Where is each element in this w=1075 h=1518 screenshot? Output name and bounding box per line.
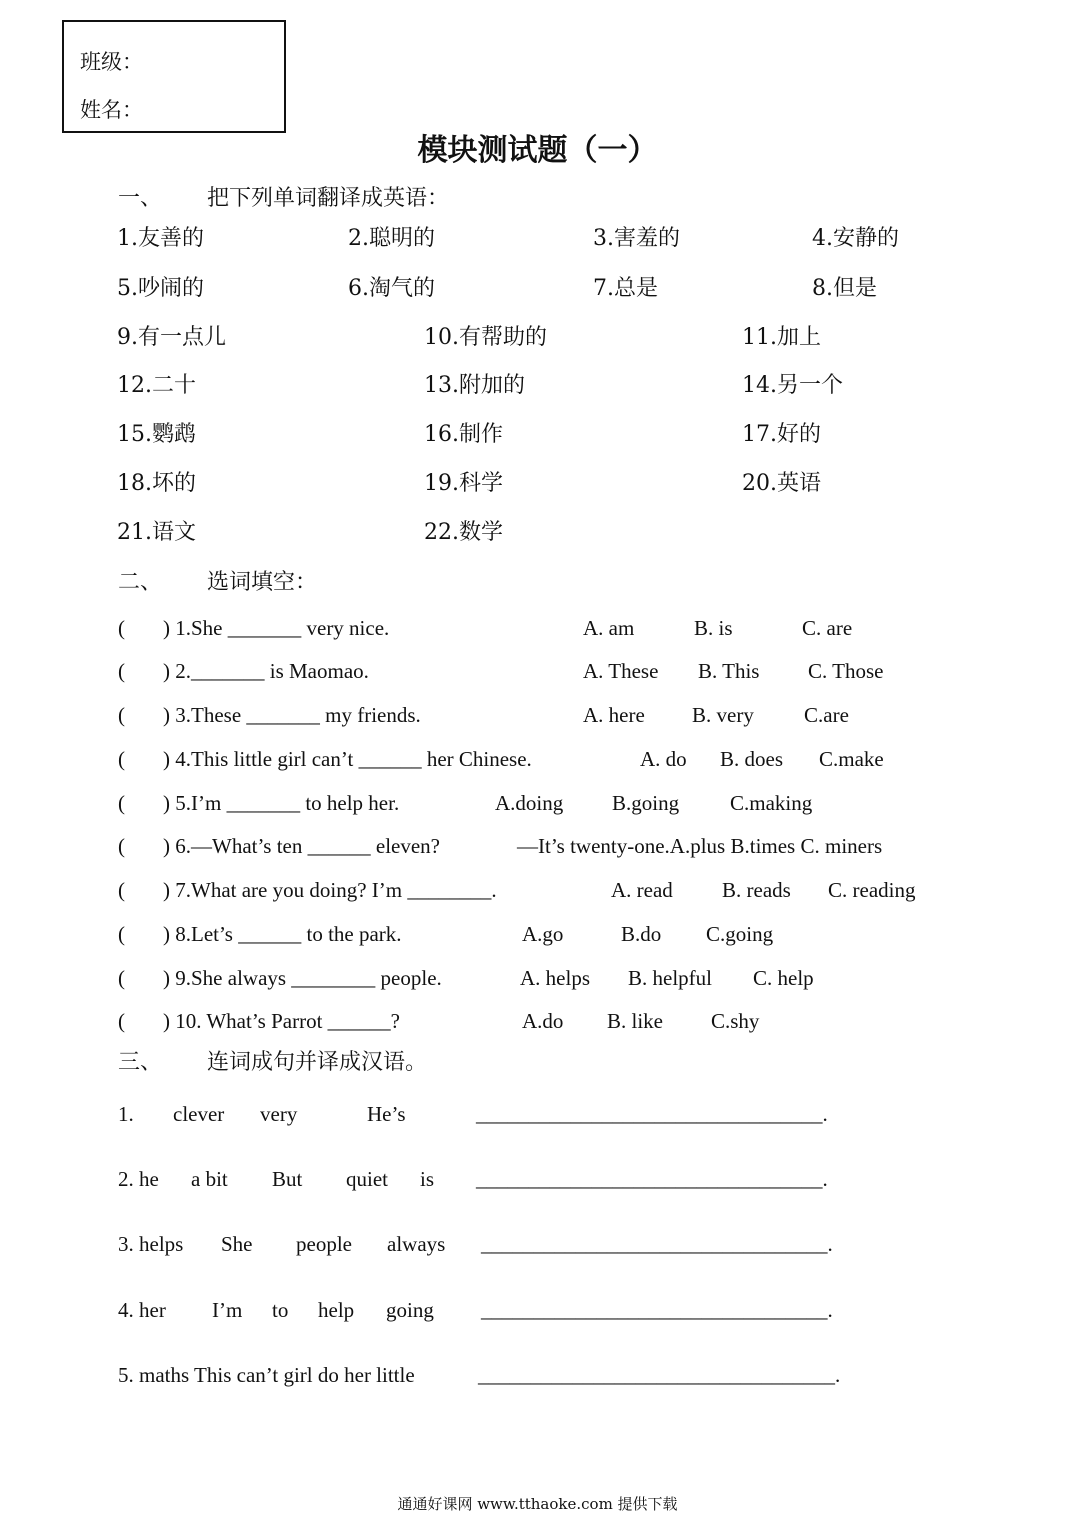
- word-item: 14.另一个: [742, 373, 843, 398]
- answer-paren: (: [118, 922, 125, 946]
- scrambled-word: But: [272, 1167, 303, 1191]
- question-stem: ) 2._______ is Maomao.: [163, 659, 369, 683]
- option-c: C. reading: [828, 878, 916, 902]
- option-b: B. very: [692, 703, 754, 727]
- word-item: 4.安静的: [812, 226, 899, 251]
- option-a: A. do: [640, 747, 687, 771]
- word-item: 1.友善的: [117, 226, 204, 251]
- option-c: C.shy: [711, 1009, 760, 1033]
- section1-number: 一、: [118, 186, 163, 211]
- scrambled-word: 2. he: [118, 1167, 159, 1191]
- scrambled-word: always: [387, 1232, 446, 1256]
- question-stem: ) 7.What are you doing? I’m ________.: [163, 878, 497, 902]
- scrambled-word: 1.: [118, 1102, 134, 1126]
- scrambled-word: She: [221, 1232, 253, 1256]
- word-item: 7.总是: [593, 276, 658, 301]
- option-a: A. am: [583, 616, 635, 640]
- word-item: 16.制作: [424, 422, 503, 447]
- option-a: A. read: [611, 878, 673, 902]
- footer-credit: 通通好课网 www.tthaoke.com 提供下载: [397, 1495, 678, 1513]
- class-name-box: [62, 20, 286, 133]
- answer-blank: __________________________________.: [478, 1363, 841, 1387]
- page-title: 模块测试题（一）: [417, 133, 658, 168]
- answer-paren: (: [118, 703, 125, 727]
- word-item: 13.附加的: [424, 373, 525, 398]
- scrambled-word: is: [420, 1167, 435, 1191]
- question-stem: ) 8.Let’s ______ to the park.: [163, 922, 402, 946]
- answer-paren: (: [118, 659, 125, 683]
- answer-blank: _________________________________.: [476, 1102, 828, 1126]
- section3-number: 三、: [118, 1050, 163, 1075]
- question-answer-options: —It’s twenty-one.A.plus B.times C. miners: [517, 834, 883, 858]
- word-item: 3.害羞的: [593, 226, 680, 251]
- question-stem: ) 5.I’m _______ to help her.: [163, 791, 400, 815]
- option-b: B. helpful: [628, 966, 712, 990]
- option-c: C. are: [802, 616, 853, 640]
- scrambled-word: a bit: [191, 1167, 228, 1191]
- option-c: C.are: [804, 703, 849, 727]
- word-item: 21.语文: [117, 520, 196, 545]
- scrambled-word: 5. maths This can’t girl do her little: [118, 1363, 415, 1387]
- word-item: 15.鹦鹉: [117, 422, 196, 447]
- scrambled-word: He’s: [367, 1102, 406, 1126]
- question-stem: ) 10. What’s Parrot ______?: [163, 1009, 400, 1033]
- option-c: C. help: [753, 966, 814, 990]
- answer-paren: (: [118, 1009, 125, 1033]
- section2-heading: 选词填空：: [207, 570, 318, 595]
- answer-paren: (: [118, 747, 125, 771]
- option-a: A.go: [522, 922, 564, 946]
- scrambled-word: help: [318, 1298, 355, 1322]
- answer-blank: _________________________________.: [481, 1232, 833, 1256]
- option-c: C.make: [819, 747, 884, 771]
- answer-paren: (: [118, 966, 125, 990]
- option-b: B.do: [621, 922, 662, 946]
- option-a: A.do: [522, 1009, 564, 1033]
- scrambled-word: very: [260, 1102, 298, 1126]
- word-item: 20.英语: [742, 471, 821, 496]
- option-a: A. helps: [520, 966, 590, 990]
- answer-blank: _________________________________.: [476, 1167, 828, 1191]
- word-item: 18.坏的: [117, 471, 196, 496]
- option-c: C.going: [706, 922, 774, 946]
- word-item: 5.吵闹的: [117, 276, 204, 301]
- scrambled-word: going: [386, 1298, 434, 1322]
- word-item: 8.但是: [812, 276, 877, 301]
- word-item: 17.好的: [742, 422, 821, 447]
- question-stem: ) 3.These _______ my friends.: [163, 703, 421, 727]
- scrambled-word: 3. helps: [118, 1232, 184, 1256]
- option-a: A. here: [583, 703, 645, 727]
- option-a: A. These: [583, 659, 659, 683]
- answer-paren: (: [118, 791, 125, 815]
- option-b: B. This: [698, 659, 760, 683]
- name-label: 姓名：: [80, 98, 143, 122]
- question-stem: ) 1.She _______ very nice.: [163, 616, 390, 640]
- question-stem: ) 4.This little girl can’t ______ her Chinese.: [163, 747, 532, 771]
- answer-paren: (: [118, 834, 125, 858]
- option-b: B. is: [694, 616, 733, 640]
- word-item: 6.淘气的: [348, 276, 435, 301]
- scrambled-word: I’m: [212, 1298, 243, 1322]
- option-b: B. like: [607, 1009, 663, 1033]
- word-item: 22.数学: [424, 520, 503, 545]
- option-c: C. Those: [808, 659, 884, 683]
- answer-blank: _________________________________.: [481, 1298, 833, 1322]
- word-item: 11.加上: [742, 325, 821, 350]
- section1-heading: 把下列单词翻译成英语：: [207, 186, 450, 211]
- section3-heading: 连词成句并译成汉语。: [207, 1050, 428, 1075]
- option-a: A.doing: [495, 791, 564, 815]
- scrambled-word: to: [272, 1298, 289, 1322]
- scrambled-word: 4. her: [118, 1298, 166, 1322]
- section2-number: 二、: [118, 570, 163, 595]
- answer-paren: (: [118, 616, 125, 640]
- scrambled-word: people: [296, 1232, 352, 1256]
- word-item: 9.有一点儿: [117, 325, 226, 350]
- option-c: C.making: [730, 791, 813, 815]
- option-b: B.going: [612, 791, 680, 815]
- option-b: B. does: [720, 747, 783, 771]
- question-stem: ) 6.—What’s ten ______ eleven?: [163, 834, 440, 858]
- option-b: B. reads: [722, 878, 791, 902]
- scrambled-word: clever: [173, 1102, 225, 1126]
- scrambled-word: quiet: [346, 1167, 388, 1191]
- question-stem: ) 9.She always ________ people.: [163, 966, 442, 990]
- word-item: 12.二十: [117, 373, 196, 398]
- answer-paren: (: [118, 878, 125, 902]
- class-label: 班级：: [80, 50, 143, 74]
- word-item: 10.有帮助的: [424, 325, 547, 350]
- word-item: 19.科学: [424, 471, 503, 496]
- word-item: 2.聪明的: [348, 226, 435, 251]
